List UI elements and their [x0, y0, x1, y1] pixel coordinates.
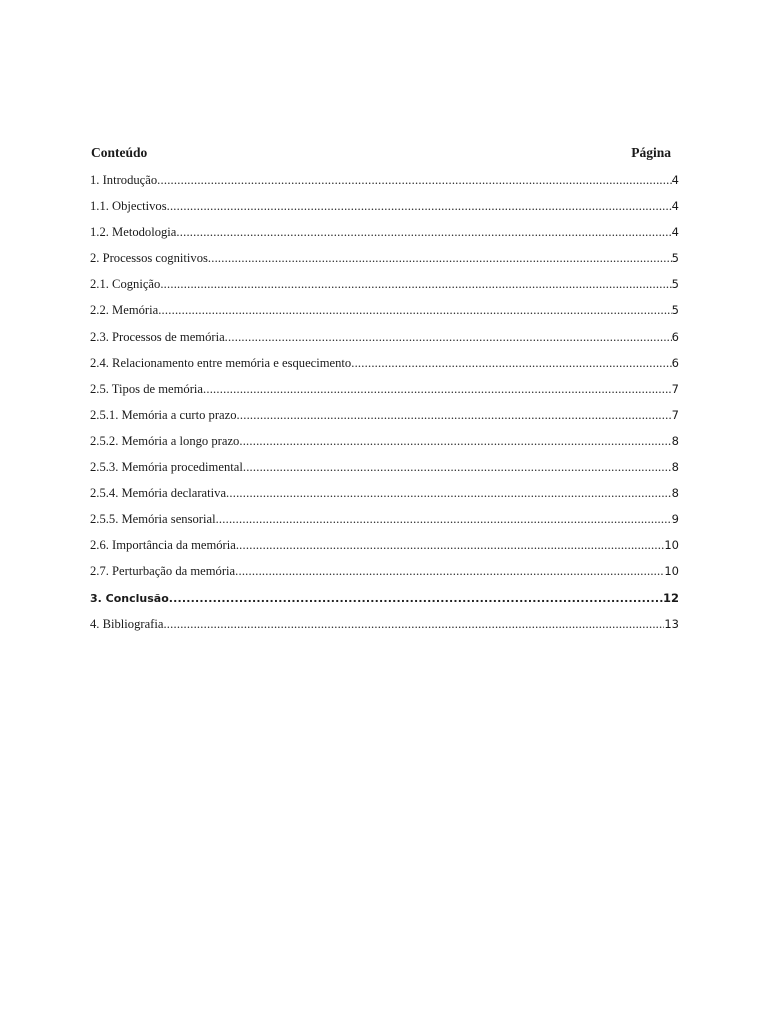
toc-entry-page-number: 13: [664, 616, 679, 631]
toc-dot-leader: [169, 586, 663, 612]
toc-entry[interactable]: [90, 480, 679, 506]
toc-entry-page-number: 4: [671, 199, 679, 214]
toc-entry-title: 4. Bibliografia: [90, 616, 164, 631]
toc-entry-page-number: 5: [671, 303, 679, 318]
toc-list: [90, 167, 679, 637]
toc-entry-title: 2.5.1. Memória a curto prazo: [90, 407, 237, 422]
toc-entry-title: 2. Processos cognitivos: [90, 251, 208, 266]
toc-header-page: Página: [631, 145, 671, 160]
toc-entry-page-number: 8: [671, 433, 679, 448]
toc-entry-title: 2.4. Relacionamento entre memória e esquecimento: [90, 355, 352, 370]
toc-entry-title: 3. Conclusão: [90, 591, 169, 605]
toc-entry[interactable]: [90, 350, 679, 376]
toc-entry-page-number: 4: [671, 173, 679, 187]
toc-entry-title: 2.5.4. Memória declarativa: [90, 486, 227, 501]
toc-dot-leader: [203, 376, 672, 402]
toc-entry[interactable]: [90, 428, 679, 454]
toc-entry-title: 2.2. Memória: [90, 303, 159, 318]
table-of-contents: [90, 143, 679, 637]
toc-dot-leader: [167, 193, 672, 219]
toc-entry-title: 1.2. Metodologia: [90, 225, 177, 240]
toc-dot-leader: [235, 558, 664, 584]
toc-entry[interactable]: [90, 611, 679, 637]
toc-entry-title: 2.5.3. Memória procedimental: [90, 460, 243, 475]
toc-entry[interactable]: [90, 167, 679, 193]
toc-dot-leader: [237, 402, 672, 428]
toc-dot-leader: [239, 428, 671, 454]
toc-dot-leader: [208, 245, 672, 271]
toc-entry[interactable]: [90, 532, 679, 558]
toc-entry[interactable]: [90, 193, 679, 219]
toc-entry-page-number: 8: [671, 486, 679, 501]
toc-entry-title: 2.5. Tipos de memória: [90, 381, 203, 396]
toc-entry[interactable]: [90, 585, 679, 611]
toc-header-contents: Conteúdo: [91, 145, 148, 160]
toc-entry-title: 2.3. Processos de memória: [90, 329, 225, 344]
toc-dot-leader: [157, 167, 672, 193]
toc-entry[interactable]: [90, 245, 679, 271]
toc-entry-page-number: 9: [671, 512, 679, 527]
toc-dot-leader: [243, 454, 672, 480]
toc-dot-leader: [160, 271, 671, 297]
toc-dot-leader: [236, 532, 665, 558]
toc-entry-page-number: 10: [664, 564, 679, 579]
toc-dot-leader: [225, 324, 672, 350]
toc-dot-leader: [176, 219, 671, 245]
toc-entry-page-number: 6: [671, 355, 679, 370]
toc-dot-leader: [163, 611, 664, 637]
toc-dot-leader: [226, 480, 672, 506]
toc-entry[interactable]: [90, 376, 679, 402]
toc-entry[interactable]: [90, 454, 679, 480]
toc-dot-leader: [351, 350, 671, 376]
toc-entry-page-number: 5: [671, 251, 679, 266]
toc-dot-leader: [216, 506, 672, 532]
toc-entry-title: 1.1. Objectivos: [90, 199, 167, 214]
toc-entry[interactable]: [90, 558, 679, 584]
toc-entry-page-number: 10: [664, 538, 679, 553]
toc-entry-title: 2.1. Cognição: [90, 277, 161, 292]
toc-entry[interactable]: [90, 219, 679, 245]
toc-entry-page-number: 8: [671, 460, 679, 475]
toc-entry[interactable]: [90, 324, 679, 350]
toc-entry-page-number: 7: [671, 381, 679, 396]
toc-entry-page-number: 12: [662, 590, 679, 605]
toc-entry-title: 1. Introdução: [90, 173, 158, 187]
toc-entry[interactable]: [90, 271, 679, 297]
toc-dot-leader: [158, 297, 671, 323]
toc-header: [90, 143, 679, 167]
toc-entry-title: 2.5.2. Memória a longo prazo: [90, 433, 240, 448]
toc-entry-page-number: 4: [671, 225, 679, 240]
toc-entry[interactable]: [90, 297, 679, 323]
toc-entry-page-number: 6: [671, 329, 679, 344]
toc-entry-title: 2.6. Importância da memória: [90, 538, 236, 553]
toc-entry-page-number: 7: [671, 407, 679, 422]
toc-entry-title: 2.7. Perturbação da memória: [90, 564, 236, 579]
toc-entry-title: 2.5.5. Memória sensorial: [90, 512, 216, 527]
toc-entry[interactable]: [90, 506, 679, 532]
toc-entry-page-number: 5: [671, 277, 679, 292]
toc-entry[interactable]: [90, 402, 679, 428]
